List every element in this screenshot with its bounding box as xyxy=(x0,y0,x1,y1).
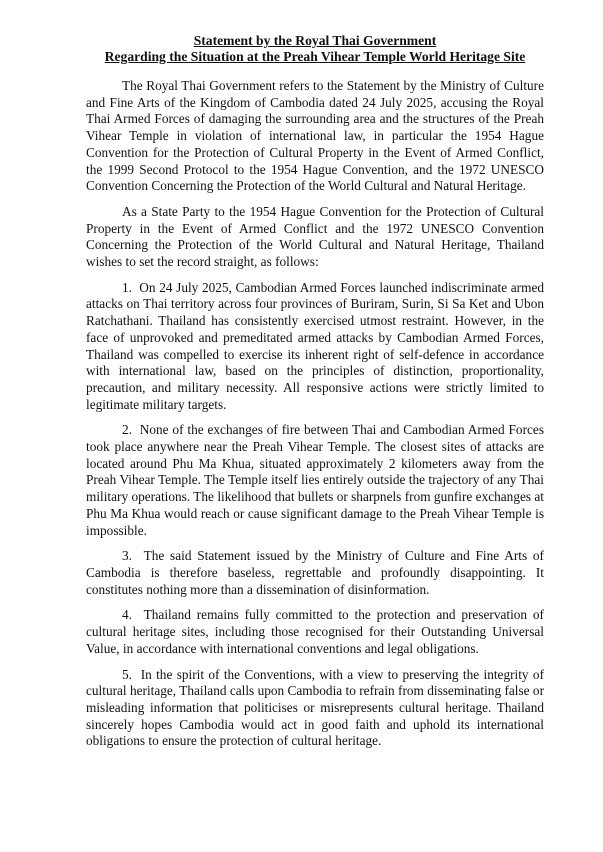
paragraph-text: None of the exchanges of fire between Thai and Cambodian Armed Forces took place anywhere near the Preah Vihear Temple. The closest sites of attacks are located around Phu Ma Khua, situated approximately 2 kilometers away from the Preah Vihear Temple. The Temple itself lies entirely outside the trajectory of any Thai military operations. The likelihood that bullets or sharpnels from gunfire exchanges at Phu Ma Khua would reach or cause significant damage to the Preah Vihear Temple is impossible. xyxy=(86,422,544,538)
numbered-paragraph-3 xyxy=(86,548,544,598)
paragraph-text: On 24 July 2025, Cambodian Armed Forces launched indiscriminate armed attacks on Thai territory across four provinces of Buriram, Surin, Si Sa Ket and Ubon Ratchathani. Thailand has consistently exercised utmost restraint. However, in the face of unprovoked and premeditated armed attacks by Cambodian Armed Forces, Thailand was compelled to exercise its inherent right of self-defence in accordance with international law, based on the principles of distinction, proportionality, precaution, and military necessity. All responsive actions were strictly limited to legitimate military targets. xyxy=(86,279,545,412)
title-line-1: Statement by the Royal Thai Government xyxy=(193,33,437,48)
paragraph-number: 3. xyxy=(122,548,132,564)
numbered-paragraph-1 xyxy=(86,280,544,414)
intro-paragraph-1: The Royal Thai Government refers to the Statement by the Ministry of Culture and Fine Arts of the Kingdom of Cambodia dated 24 July 2025, accusing the Royal Thai Armed Forces of damaging the surrounding area and the structures of the Preah Vihear Temple in violation of international law, in particular the 1954 Hague Convention for the Protection of Cultural Property in the Event of Armed Conflict, the 1999 Second Protocol to the 1954 Hague Convention, and the 1972 UNESCO Convention Concerning the Protection of the World Cultural and Natural Heritage. xyxy=(86,78,544,194)
title-line-2: Regarding the Situation at the Preah Vihear Temple World Heritage Site xyxy=(104,49,526,64)
paragraph-text: In the spirit of the Conventions, with a view to preserving the integrity of cultural heritage, Thailand calls upon Cambodia to refrain from disseminating false or misleading information that politicises or misrepresents cultural heritage. Thailand sincerely hopes Cambodia would act in good faith and uphold its international obligations to ensure the protection of cultural heritage. xyxy=(86,666,544,749)
paragraph-text: Thailand remains fully committed to the protection and preservation of cultural heritage sites, including those recognised for their Outstanding Universal Value, in accordance with international conventions and legal obligations. xyxy=(86,607,544,656)
intro-paragraph-2: As a State Party to the 1954 Hague Convention for the Protection of Cultural Property in the Event of Armed Conflict and the 1972 UNESCO Convention Concerning the Protection of the World Cultural and Natural Heritage, Thailand wishes to set the record straight, as follows: xyxy=(86,203,544,270)
paragraph-number: 2. xyxy=(122,422,132,438)
paragraph-number: 4. xyxy=(122,607,132,623)
numbered-paragraph-2 xyxy=(86,422,544,539)
paragraph-text: The said Statement issued by the Ministry of Culture and Fine Arts of Cambodia is therefore baseless, regrettable and profoundly disappointing. It constitutes nothing more than a dissemination of disinformation. xyxy=(86,548,544,597)
numbered-paragraph-4 xyxy=(86,607,544,657)
paragraph-number: 5. xyxy=(122,666,132,682)
document-page xyxy=(86,33,544,750)
paragraph-number: 1. xyxy=(122,279,132,295)
document-title xyxy=(86,33,544,65)
numbered-paragraph-5 xyxy=(86,667,544,751)
